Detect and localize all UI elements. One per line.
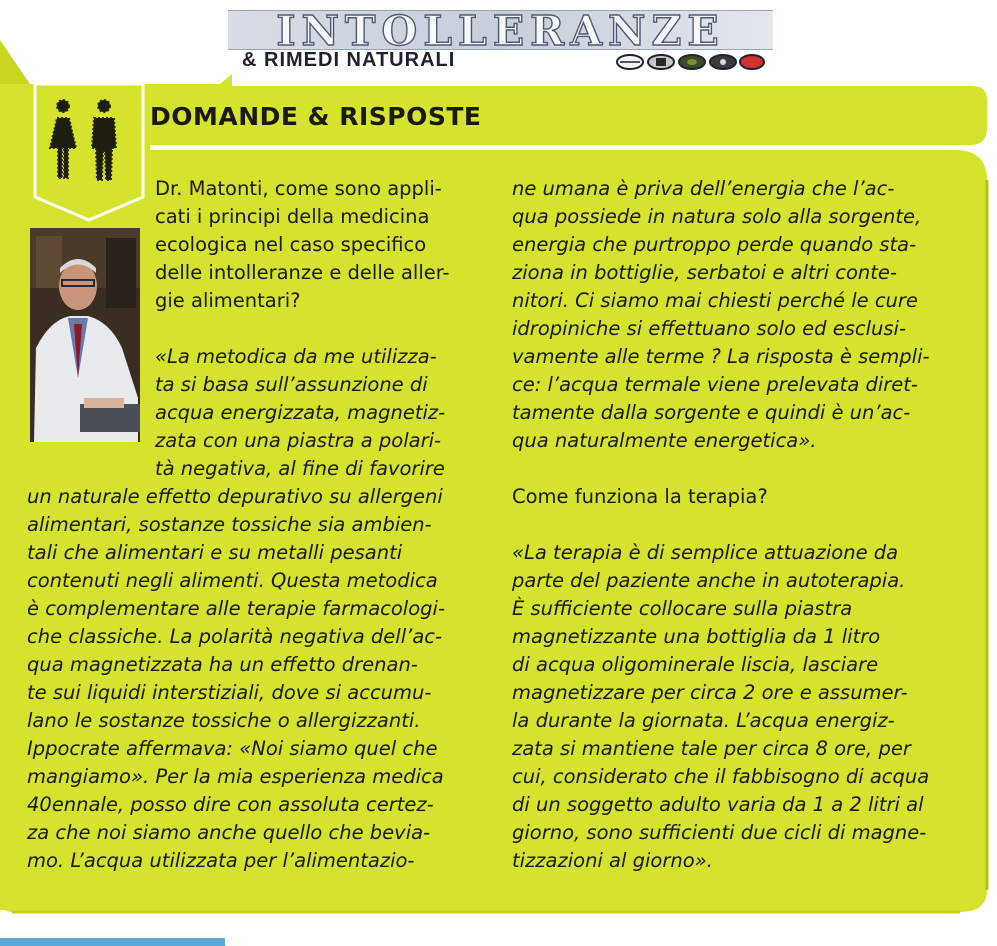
answer-line: tizzazioni al giorno». — [512, 849, 713, 872]
answer-line: contenuti negli alimenti. Questa metodica — [27, 569, 438, 592]
answer-line: vamente alle terme ? La risposta è sempli- — [512, 345, 930, 368]
tomato-icon — [710, 55, 736, 69]
answer-line: qua magnetizzata ha un effetto drenan- — [27, 653, 418, 676]
answer-line: idropiniche si effettuano solo ed esclusi- — [512, 317, 906, 340]
answer-line: magnetizzante una bottiglia da 1 litro — [512, 625, 881, 648]
question-line: Come funziona la terapia? — [512, 485, 768, 508]
question-line: Dr. Matonti, come sono appli- — [155, 177, 442, 200]
masthead-subtitle: & RIMEDI NATURALI — [242, 49, 456, 71]
question-line: cati i principi della medicina — [155, 205, 430, 228]
answer-line: la durante la giornata. L’acqua energiz- — [512, 709, 895, 732]
answer-line: te sui liquidi interstiziali, dove si accumu- — [27, 681, 432, 704]
answer-line: magnetizzare per circa 2 ore e assumer- — [512, 681, 908, 704]
question-line: ecologica nel caso specifico — [155, 233, 427, 256]
answer-line: za che noi siamo anche quello che bevia- — [27, 821, 431, 844]
answer-line: parte del paziente anche in autoterapia. — [512, 569, 906, 592]
answer-line: ne umana è priva dell’energia che l’ac- — [512, 177, 895, 200]
answer-line: energia che purtroppo perde quando sta- — [512, 233, 917, 256]
people-icon-badge — [33, 82, 145, 222]
red-pepper-icon — [740, 55, 764, 69]
answer-line: zata si mantiene tale per circa 8 ore, per — [512, 737, 911, 760]
answer-line: acqua energizzata, magnetiz- — [155, 401, 446, 424]
answer-line: lano le sostanze tossiche o allergizzanti. — [27, 709, 421, 732]
answer-line: nitori. Ci siamo mai chiesti perché le cure — [512, 289, 918, 312]
answer-line: che classiche. La polarità negativa dell’ac- — [27, 625, 443, 648]
answer-line: Ippocrate affermava: «Noi siamo quel che — [27, 737, 438, 760]
answer-line: ta si basa sull’assunzione di — [155, 373, 428, 396]
answer-line: cui, considerato che il fabbisogno di acqua — [512, 765, 930, 788]
answer-line: 40ennale, posso dire con assoluta certez- — [27, 793, 434, 816]
bread-icon — [648, 55, 674, 69]
answer-line: è complementare alle terapie farmacologi- — [27, 597, 445, 620]
answer-line: zata con una piastra a polari- — [155, 429, 442, 452]
answer-line: un naturale effetto depurativo su allergeni — [27, 485, 443, 508]
question-line: delle intolleranze e delle aller- — [155, 261, 450, 284]
answer-line: ce: l’acqua termale viene prelevata diret- — [512, 373, 918, 396]
answer-line: ziona in bottiglie, serbatoi e altri conte- — [512, 261, 897, 284]
answer-line: mangiamo». Per la mia esperienza medica — [27, 765, 444, 788]
answer-line: di acqua oligominerale liscia, lasciare — [512, 653, 879, 676]
answer-line: qua naturalmente energetica». — [512, 429, 817, 452]
answer-line: qua possiede in natura solo alla sorgente, — [512, 205, 922, 228]
food-icons — [616, 53, 766, 71]
answer-line: mo. L’acqua utilizzata per l’alimentazio- — [27, 849, 415, 872]
doctor-portrait — [30, 228, 140, 442]
orange-slice-icon — [617, 55, 643, 69]
answer-line: «La metodica da me utilizza- — [155, 345, 437, 368]
answer-line: «La terapia è di semplice attuazione da — [512, 541, 899, 564]
question-line: gie alimentari? — [155, 289, 301, 312]
answer-line: È sufficiente collocare sulla piastra — [512, 597, 853, 620]
meat-icon — [679, 55, 705, 69]
answer-line: tà negativa, al fine di favorire — [155, 457, 445, 480]
answer-line: giorno, sono sufficienti due cicli di magne- — [512, 821, 927, 844]
answer-line: di un soggetto adulto varia da 1 a 2 litri al — [512, 793, 924, 816]
answer-line: tamente dalla sorgente e quindi è un’ac- — [512, 401, 911, 424]
masthead — [228, 10, 773, 71]
masthead-title: INTOLLERANZE — [228, 10, 773, 50]
section-title: DOMANDE & RISPOSTE — [150, 102, 482, 131]
answer-line: tali che alimentari e su metalli pesanti — [27, 541, 403, 564]
answer-line: alimentari, sostanze tossiche sia ambien- — [27, 513, 432, 536]
